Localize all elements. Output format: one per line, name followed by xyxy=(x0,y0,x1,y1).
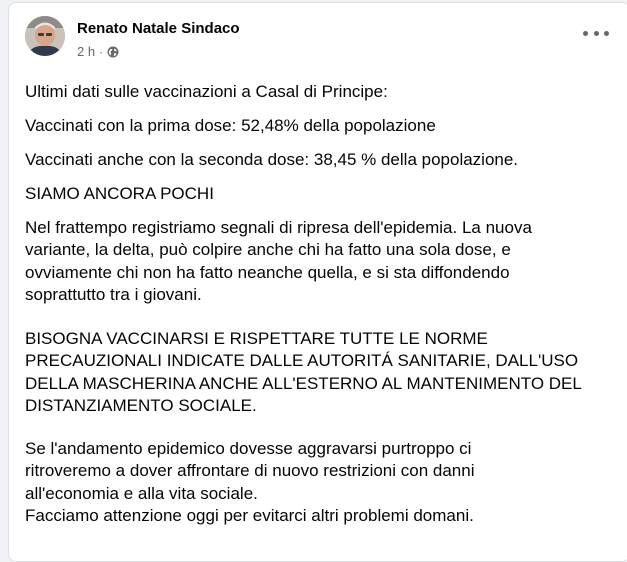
post-paragraph: BISOGNA VACCINARSI E RISPETTARE TUTTE LE NORME PRECAUZIONALI INDICATE DALLE AUTORITÁ SANITARIE, DALL'USO DELLA MASCHERINA ANCHE ALL'ESTERNO AL MANTENIMENTO DEL DISTANZIAMENTO SOCIALE. xyxy=(25,329,582,415)
post-meta xyxy=(77,44,119,59)
dot-icon xyxy=(594,31,599,36)
author-name[interactable]: Renato Natale Sindaco xyxy=(77,20,240,37)
post-paragraph: SIAMO ANCORA POCHI xyxy=(25,184,214,203)
meta-separator: · xyxy=(99,44,104,59)
dot-icon xyxy=(604,31,609,36)
post-time[interactable]: 2 h xyxy=(77,44,96,59)
avatar[interactable] xyxy=(25,16,65,56)
post-card xyxy=(8,2,627,562)
more-options-button[interactable] xyxy=(583,25,609,41)
globe-icon[interactable] xyxy=(107,46,119,58)
post-paragraph: Vaccinati anche con la seconda dose: 38,45 % della popolazione. xyxy=(25,150,519,169)
post-paragraph: Se l'andamento epidemico dovesse aggravarsi purtroppo ci ritroveremo a dover affrontare di nuovo restrizioni con danni all'economia e alla vita sociale. Facciamo attenzione oggi per evitarci altri problemi domani. xyxy=(25,439,475,525)
dot-icon xyxy=(583,31,588,36)
post-paragraph: Ultimi dati sulle vaccinazioni a Casal di Principe: xyxy=(25,82,388,101)
post-paragraph: Nel frattempo registriamo segnali di ripresa dell'epidemia. La nuova variante, la delta, può colpire anche chi ha fatto una sola dose, e ovviamente chi non ha fatto neanche quella, e si sta diffondendo soprattutto tra i giovani. xyxy=(25,218,532,304)
post-paragraph: Vaccinati con la prima dose: 52,48% della popolazione xyxy=(25,116,436,135)
avatar-image xyxy=(25,16,65,56)
